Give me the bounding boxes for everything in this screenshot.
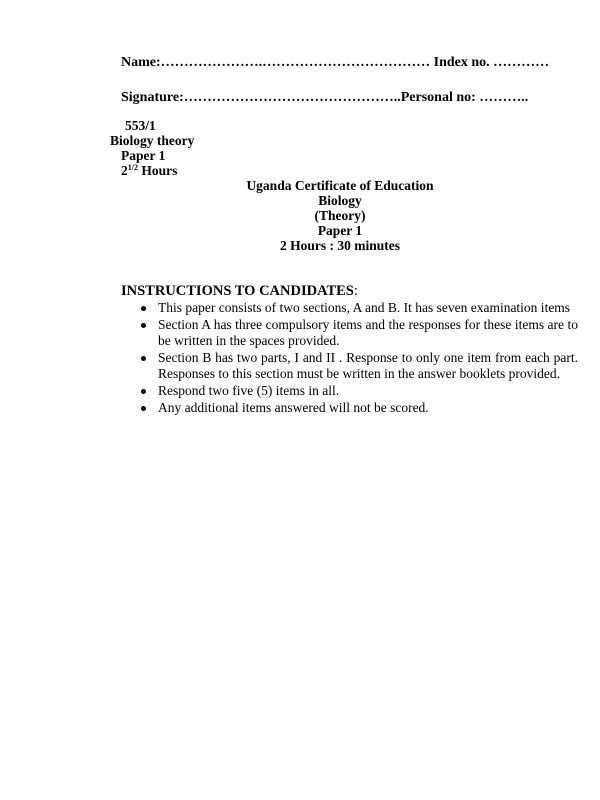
instructions-heading [121,283,358,300]
list-item [158,383,578,399]
instructions-heading-colon: : [353,283,358,299]
instructions-list [139,300,578,417]
instruction-text: Any additional items answered will not be scored. [158,400,429,415]
instruction-text: Section B has two parts, I and II . Response to only one item from each part. Responses to this section must be written in the answer booklets provided. [158,350,578,381]
duration-fraction: 1/2 [127,163,138,172]
signature-personal-line: Signature:………………………………………..Personal no: ……….. [121,90,529,105]
title-block [0,178,600,253]
name-index-line: Name:………………….……………………………… Index no. ………… [121,55,550,70]
bullet-icon [141,406,146,411]
paper-duration [121,163,177,179]
list-item [158,400,578,416]
bullet-icon [141,306,146,311]
bullet-icon [141,356,146,361]
paper-subject: Biology theory [110,133,195,148]
instruction-text: This paper consists of two sections, A and B. It has seven examination items [158,300,571,315]
list-item [158,317,578,349]
bullet-icon [141,323,146,328]
title-line-2: Biology [318,193,362,208]
duration-whole: 2 [121,163,128,178]
title-line-4: Paper 1 [317,223,363,238]
list-item [158,300,578,316]
instruction-text: Respond two five (5) items in all. [158,383,340,398]
title-line-5: 2 Hours : 30 minutes [279,238,400,253]
instructions-heading-text: INSTRUCTIONS TO CANDIDATES [121,283,354,299]
title-line-3: (Theory) [314,208,366,223]
title-line-1: Uganda Certificate of Education [246,178,434,193]
list-item [158,350,578,382]
paper-code: 553/1 [125,118,156,133]
duration-unit: Hours [141,163,178,178]
instruction-text: Section A has three compulsory items and the responses for these items are to be written in the spaces provided. [158,317,578,348]
bullet-icon [141,389,146,394]
paper-number: Paper 1 [121,148,166,163]
